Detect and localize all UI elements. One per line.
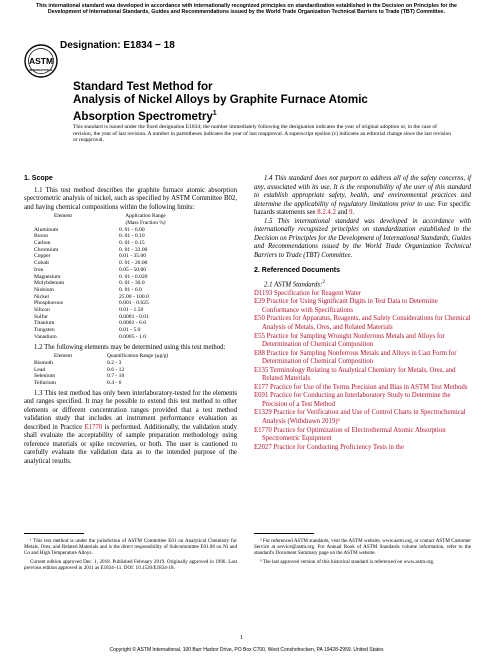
reference-list [254, 290, 471, 452]
table1-element-cell: Magnesium [34, 273, 61, 280]
table1-range-cell: 0. 01 - 0.10 [119, 233, 145, 240]
logo-subtext: INTERNATIONAL [29, 68, 53, 72]
table1-element-cell: Copper [34, 253, 51, 260]
table2-row [34, 367, 194, 374]
table2-row [34, 380, 194, 387]
table1-element-cell: Niobium [34, 286, 54, 293]
copyright-line: Copyright © ASTM International, 100 Barr Harbor Drive, PO Box C700, West Conshohocken, PA 19428-2959. United States [109, 647, 384, 653]
table2-body [34, 360, 194, 387]
table1-element-cell: Titanium [34, 320, 55, 327]
reference-code-link[interactable]: E1329 [254, 409, 272, 417]
table1-range-cell: 0.0001 - 6.0 [119, 320, 147, 327]
table2-range-cell: 0.4 - 6 [107, 379, 122, 386]
table1-row [34, 280, 184, 287]
table1-range-cell: 0. 01 - 20.00 [119, 260, 148, 267]
table1-range-cell: 0.05 - 50.00 [119, 266, 147, 273]
table2-col1-header: Element [54, 353, 72, 360]
reference-title: Practice for Sampling Nonferrous Metals and Alloys in Cast Form for Determination of Chemical Composition [262, 349, 457, 366]
reference-item [254, 409, 471, 426]
table1-col1-header: Element [54, 213, 72, 220]
astm-logo [24, 44, 58, 78]
reference-item [254, 350, 471, 367]
reference-item [254, 427, 471, 444]
link-8-2-4-2[interactable]: 8.2.4.2 [317, 209, 336, 217]
paragraph-1-5: 1.5 This international standard was developed in accordance with internationally recognized principles on standardization established in the Decision on Principles for the Development of International Standards, Guides and Recommendations issued by the World Trade Organization Technical Barriers to Trade (TBT) Committee. [254, 217, 471, 259]
reference-code-link[interactable]: E29 [254, 298, 265, 306]
standard-note: This standard is issued under the fixed designation E1834; the number immediately following the designation indicates the year of original adoption or, in the case of revision, the year of last revision. A number in parentheses indicates the year of last reapproval. A superscript epsilon (ε) indicates an editorial change since the last revision or reapproval. [73, 124, 452, 144]
document-title [73, 80, 453, 123]
table1-row [34, 294, 184, 301]
table1-range-cell: 0. 01 - 0.15 [119, 240, 145, 246]
reference-title: Practice for Use of the Terms Precision and Bias in ASTM Test Methods [268, 383, 468, 391]
table1-range-cell: 0. 01 - 30.0 [119, 280, 145, 287]
table1-element-cell: Iron [34, 266, 44, 273]
title-line-3-text: Absorption Spectrometry [73, 109, 213, 123]
table1-element-cell: Vanadium [34, 333, 57, 340]
link-section-9[interactable]: 9 [349, 209, 353, 217]
paragraph-1-3: 1.3 This test method has only been interlaboratory-tested for the elements and ranges specified. It may be possible to extend this test method to other elements or different concentration ranges provided that a test method validation study that includes an instrument performance evaluation as described in Practice E1770 is performed. Additionally, the validation study shall evaluate the acceptability of sample preparation methodology using reference materials or spike recoveries, or both. The user is cautioned to carefully evaluate the validation data as to the intended purpose of the analytical results. [24, 389, 237, 465]
table2-row [34, 360, 194, 367]
table1-element-cell: Chromium [34, 246, 59, 253]
reference-item [254, 384, 471, 393]
paragraph-1-4: 1.4 This standard does not purport to address all of the safety concerns, if any, associated with its use. It is the responsibility of the user of this standard to establish appropriate safety, health, and environmental practices and determine the applicability of regulatory limitations prior to use. For specific hazards statements see 8.2.4.2 and 9. [254, 175, 471, 217]
table1-element-cell: Carbon [34, 240, 51, 246]
reference-code-link[interactable]: D1193 [254, 289, 273, 297]
table1-row [34, 240, 184, 247]
paragraph-1-1: 1.1 This test method describes the graphite furnace atomic absorption spectrometric analysis of nickel, such as specified by ASTM Committee B02, and having chemical compositions within the following limits: [24, 186, 237, 211]
table1-element-cell: Aluminum [34, 226, 59, 233]
table1-row [34, 227, 184, 234]
table1-range-cell: 25.00 - 100.0 [119, 293, 149, 300]
table2-range-cell: 0.2 - 3 [107, 359, 122, 366]
title-line-2: Analysis of Nickel Alloys by Graphite Furnace Atomic [73, 93, 368, 107]
table1-element-cell: Sulfur [34, 313, 48, 320]
table1-range-cell: 0.01 - 1.50 [119, 307, 144, 314]
designation: Designation: E1834 − 18 [60, 40, 175, 51]
logo-text: ASTM [28, 56, 54, 66]
table1-element-cell: Phosphorous [34, 300, 63, 307]
title-footnote-mark: 1 [212, 109, 217, 117]
table1-range-cell: 0.01 - 35.00 [119, 253, 147, 260]
reference-code-link[interactable]: E2027 [254, 443, 272, 451]
footnote-edition: Current edition approved Dec. 1, 2018. Published February 2019. Originally approved in 1996. Last previous edition approved in 2011 as E1834–11. DOI: 10.1520/E1834-18. [24, 558, 237, 571]
table1-row [34, 334, 184, 341]
table1-range-cell: 0. 01 - 0.020 [119, 273, 148, 280]
link-e1770[interactable]: E1770 [84, 423, 103, 431]
page-number: 1 [240, 635, 243, 641]
table1-element-cell: Boron [34, 233, 48, 240]
table1-row [34, 314, 184, 321]
reference-title: Terminology Relating to Analytical Chemistry for Metals, Ores, and Related Materials [262, 366, 456, 383]
table2-element-cell: Bismuth [34, 359, 53, 366]
title-line-3 [73, 107, 453, 123]
table2-element-cell: Lead [34, 366, 46, 373]
reference-title: Practice for Conducting an Interlaboratory Study to Determine the Precision of a Test Method [262, 392, 451, 408]
table1-element-cell: Molybdenum [34, 280, 65, 287]
paragraph-1-2: 1.2 The following elements may be determined using this test method: [34, 343, 226, 351]
table1-row [34, 320, 184, 327]
reference-code-link[interactable]: E691 [254, 392, 269, 400]
reference-title: Practice for Conducting Proficiency Tests in the [271, 443, 404, 451]
reference-title: Practice for Optimization of Electrothermal Atomic Absorption Spectrometric Equipment [262, 426, 446, 443]
footnote-3: ³ The last approved version of this historical standard is referenced on www.astm.org. [260, 558, 435, 565]
table2-row [34, 373, 194, 380]
table2-element-cell: Tellurium [34, 379, 56, 386]
table1-row [34, 300, 184, 307]
footnote-rule-left [24, 533, 84, 534]
reference-title: Practice for Sampling Wrought Nonferrous Metals and Alloys for Determination of Chemical Composition [262, 332, 445, 349]
astm-standards-subheading: 2.1 ASTM Standards:$^2$ [264, 280, 325, 289]
right-column [254, 175, 471, 452]
table1-range-cell: 0.0005 - 1.0 [119, 333, 147, 340]
table1-row [34, 327, 184, 334]
table1-range-cell: 0. 01 - 6.00 [119, 226, 145, 233]
reference-item [254, 444, 471, 453]
table2-element-cell: Selenium [34, 373, 56, 380]
table1-row [34, 287, 184, 294]
table1-row [34, 260, 184, 267]
reference-item [254, 333, 471, 350]
table1-range-cell: 0. 01 - 6.0 [119, 286, 142, 293]
table1-element-cell: Nickel [34, 293, 49, 300]
footnote-rule-right [254, 533, 314, 534]
reference-item [254, 367, 471, 384]
table2-col2-header: Quantification Range (µg/g) [107, 353, 169, 360]
reference-code-link[interactable]: E177 [254, 383, 269, 391]
table1-row [34, 233, 184, 240]
table1-range-cell: 0.001 - 0.025 [119, 300, 149, 307]
scope-heading: 1. Scope [24, 175, 53, 182]
footnotes-right [254, 538, 471, 567]
reference-code-link[interactable]: E55 [254, 332, 265, 340]
table1-row [34, 267, 184, 274]
table1-row [34, 253, 184, 260]
footnote-2: ² For referenced ASTM standards, visit the ASTM website, www.astm.org, or contact ASTM Customer Service at service@astm.org. For Annual Book of ASTM Standards volume information, refer to the standard's Document Summary page on the ASTM website. [254, 538, 471, 557]
references-heading: 2. Referenced Documents [254, 267, 340, 275]
composition-table [34, 213, 184, 340]
table1-row [34, 247, 184, 254]
footnote-1: ¹ This test method is under the jurisdiction of ASTM Committee E01 on Analytical Chemistry for Metals, Ores, and Related Materials and is the direct responsibility of Subcommittee E01.08 on Ni and Co and High Temperature Alloys. [24, 538, 237, 557]
reference-title: Practice for Verification and Use of Control Charts in Spectrochemical Analysis (Withdrawn 2019)³ [262, 409, 466, 426]
table2-range-cell: 0.7 - 10 [107, 373, 125, 380]
reference-item [254, 315, 471, 332]
reference-code-link[interactable]: E88 [254, 349, 265, 357]
table1-row [34, 274, 184, 281]
table2-range-cell: 0.6 - 12 [107, 366, 125, 373]
table1-element-cell: Silicon [34, 307, 50, 314]
table1-body [34, 227, 184, 341]
left-column [24, 175, 237, 467]
table1-element-cell: Tungsten [34, 327, 55, 334]
reference-item [254, 392, 471, 409]
reference-code-link[interactable]: E135 [254, 366, 269, 374]
footnotes-left [24, 538, 237, 573]
reference-title: Practices for Apparatus, Reagents, and Safety Considerations for Chemical Analysis of Metals, Ores, and Related Materials [262, 315, 471, 332]
reference-code-link[interactable]: E50 [254, 315, 265, 323]
table1-range-cell: 0.01 - 5.0 [119, 327, 141, 334]
table1-element-cell: Cobalt [34, 260, 49, 267]
reference-item [254, 298, 471, 315]
table1-col2-header: Application Range (Mass Fraction %) [125, 213, 166, 226]
reference-item [254, 290, 471, 299]
reference-code-link[interactable]: E1770 [254, 426, 272, 434]
table1-range-cell: 0.0001 - 0.01 [119, 313, 149, 320]
title-line-1: Standard Test Method for [73, 80, 213, 93]
tbt-notice: This international standard was developed in accordance with internationally recognized principles on standardization established in the Decision on Principles for the Development of International Standards, Guides and Recommendations issued by the World Trade Organization Technical Barriers to Trade (TBT) Committee. [36, 3, 457, 16]
quantification-table [34, 353, 194, 387]
table1-row [34, 307, 184, 314]
table1-range-cell: 0. 01 - 33.00 [119, 246, 148, 253]
reference-title: Specification for Reagent Water [272, 289, 362, 297]
reference-title: Practice for Using Significant Digits in Test Data to Determine Conformance with Specifications [262, 298, 438, 314]
